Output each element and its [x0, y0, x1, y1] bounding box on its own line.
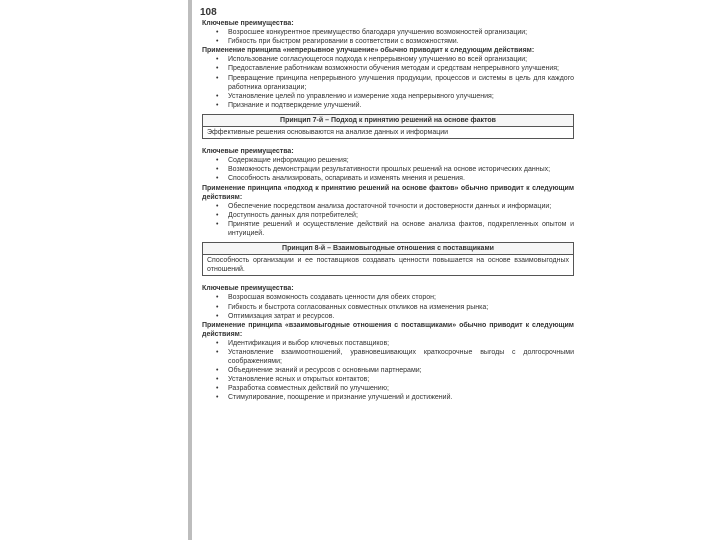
list-item: • Разработка совместных действий по улучшению;: [202, 384, 574, 393]
section-heading: Ключевые преимущества:: [202, 148, 294, 156]
list-item: • Оптимизация затрат и ресурсов.: [202, 312, 574, 321]
actions-list: [202, 339, 574, 403]
list-item: • Способность анализировать, оспаривать и изменять мнения и решения.: [202, 174, 574, 183]
list-item: • Гибкость при быстром реагировании в соответствии с возможностями.: [202, 37, 574, 46]
principle-7-title: Принцип 7-й – Подход к принятию решений на основе фактов: [203, 115, 573, 127]
section-heading: Ключевые преимущества:: [202, 20, 294, 27]
list-item: • Установление ясных и открытых контактов;: [202, 375, 574, 384]
section-fact-based-decisions: [202, 147, 574, 238]
principle-7-body: Эффективные решения основываются на анализе данных и информации: [207, 129, 449, 137]
section-heading: Ключевые преимущества:: [202, 285, 294, 293]
list-item: • Идентификация и выбор ключевых поставщиков;: [202, 339, 574, 348]
list-item: • Признание и подтверждение улучшений.: [202, 101, 574, 110]
list-item: • Установление взаимоотношений, уравновешивающих краткосрочные выгоды с долгосрочными соображениями;: [202, 348, 574, 366]
section-supplier-relations: [202, 284, 574, 402]
benefits-list: [202, 156, 574, 183]
list-item: • Использование согласующегося подхода к непрерывному улучшению во всей организации;: [202, 55, 574, 64]
principle-8-box: [202, 242, 574, 276]
actions-list: [202, 202, 574, 238]
list-item: • Содержащие информацию решения;: [202, 156, 574, 165]
list-item: • Объединение знаний и ресурсов с основными партнерами;: [202, 366, 574, 375]
list-item: • Стимулирование, поощрение и признание улучшений и достижений.: [202, 393, 574, 402]
principle-7-box: [202, 114, 574, 139]
list-item: • Предоставление работникам возможности обучения методам и средствам непрерывного улучшения;: [202, 64, 574, 73]
actions-list: [202, 55, 574, 110]
list-item: • Гибкость и быстрота согласованных совместных откликов на изменения рынка;: [202, 303, 574, 312]
list-item: • Возросшее конкурентное преимущество благодаря улучшению возможностей организации;: [202, 28, 574, 37]
list-item: • Обеспечение посредством анализа достаточной точности и достоверности данных и информации;: [202, 202, 574, 211]
benefits-list: [202, 293, 574, 320]
principle-8-title: Принцип 8-й – Взаимовыгодные отношения с поставщиками: [203, 243, 573, 255]
page-content: [202, 18, 574, 403]
list-item: • Возможность демонстрации результативности прошлых решений на основе исторических данных;: [202, 165, 574, 174]
list-item: • Доступность данных для потребителей;: [202, 211, 574, 220]
application-paragraph: Применение принципа «непрерывное улучшение» обычно приводит к следующим действиям:: [202, 47, 535, 55]
page-binding-edge: [188, 0, 192, 540]
application-paragraph: Применение принципа «взаимовыгодные отношения с поставщиками» обычно приводит к следующим действиям:: [202, 321, 574, 338]
section-continuous-improvement: [202, 19, 574, 110]
list-item: • Превращение принципа непрерывного улучшения продукции, процессов и системы в цель для каждого работника организации;: [202, 74, 574, 92]
benefits-list: [202, 28, 574, 46]
principle-8-body: Способность организации и ее поставщиков создавать ценности повышается на основе взаимовыгодных отношений.: [207, 257, 569, 274]
page-number: 108: [200, 7, 217, 18]
list-item: • Установление целей по управлению и измерение хода непрерывного улучшения;: [202, 92, 574, 101]
application-paragraph: Применение принципа «подход к принятию решений на основе фактов» обычно приводит к следующим действиям:: [202, 184, 574, 201]
list-item: • Принятие решений и осуществление действий на основе анализа фактов, подкрепленных опытом и интуицией.: [202, 220, 574, 238]
list-item: • Возросшая возможность создавать ценности для обеих сторон;: [202, 293, 574, 302]
